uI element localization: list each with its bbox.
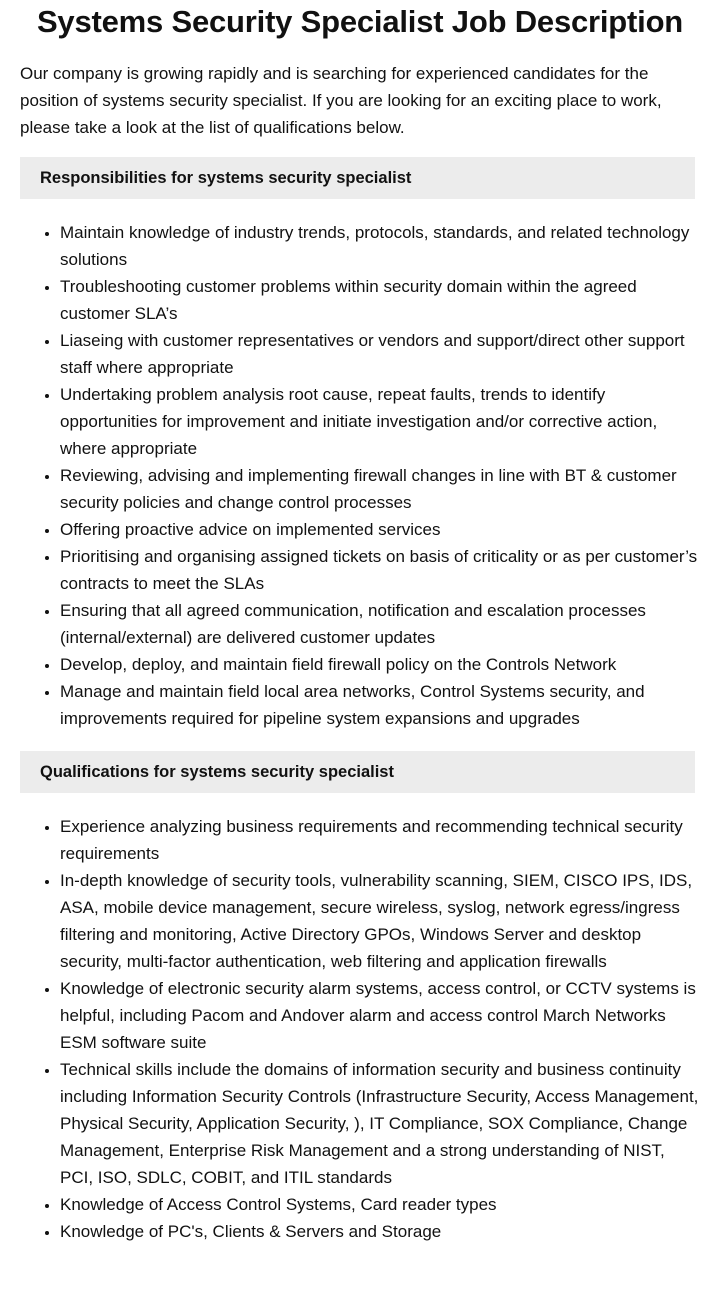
list-item: • Technical skills include the domains of information security and business continuity including Information Security Controls (Infrastructure Security, Access Management, Physical Security, Application Security, ), IT Compliance, SOX Compliance, Change Management, Enterprise Risk Management and a strong understanding of NIST, PCI, ISO, SDLC, COBIT, and ITIL standards bbox=[60, 1056, 700, 1191]
list-item: • Manage and maintain field local area networks, Control Systems security, and improvements required for pipeline system expansions and upgrades bbox=[60, 678, 700, 732]
list-item: • Ensuring that all agreed communication, notification and escalation processes (internal/external) are delivered customer updates bbox=[60, 597, 700, 651]
list-item: • Troubleshooting customer problems within security domain within the agreed customer SLA’s bbox=[60, 273, 700, 327]
list-item: • Prioritising and organising assigned tickets on basis of criticality or as per customer’s contracts to meet the SLAs bbox=[60, 543, 700, 597]
list-item: • Undertaking problem analysis root cause, repeat faults, trends to identify opportunities for improvement and initiate investigation and/or corrective action, where appropriate bbox=[60, 381, 700, 462]
list-item: • Knowledge of PC's, Clients & Servers and Storage bbox=[60, 1218, 700, 1245]
list-item: • Knowledge of Access Control Systems, Card reader types bbox=[60, 1191, 700, 1218]
page-title: Systems Security Specialist Job Description bbox=[36, 4, 684, 39]
qualifications-heading: Qualifications for systems security specialist bbox=[20, 751, 695, 793]
list-item: • Liaseing with customer representatives or vendors and support/direct other support staff where appropriate bbox=[60, 327, 700, 381]
list-item: • In-depth knowledge of security tools, vulnerability scanning, SIEM, CISCO IPS, IDS, ASA, mobile device management, secure wireless, syslog, network egress/ingress filtering and monitoring, Active Directory GPOs, Windows Server and desktop security, multi-factor authentication, web filtering and application firewalls bbox=[60, 867, 700, 975]
list-item: • Knowledge of electronic security alarm systems, access control, or CCTV systems is helpful, including Pacom and Andover alarm and access control March Networks ESM software suite bbox=[60, 975, 700, 1056]
responsibilities-heading: Responsibilities for systems security specialist bbox=[20, 157, 695, 199]
list-item: • Develop, deploy, and maintain field firewall policy on the Controls Network bbox=[60, 651, 700, 678]
list-item: • Reviewing, advising and implementing firewall changes in line with BT & customer security policies and change control processes bbox=[60, 462, 700, 516]
responsibilities-list bbox=[0, 219, 700, 732]
intro-paragraph: Our company is growing rapidly and is searching for experienced candidates for the position of systems security specialist. If you are looking for an exciting place to work, please take a look at the list of qualifications below. bbox=[20, 64, 662, 137]
list-item: • Maintain knowledge of industry trends, protocols, standards, and related technology solutions bbox=[60, 219, 700, 273]
list-item: • Experience analyzing business requirements and recommending technical security requirements bbox=[60, 813, 700, 867]
list-item: • Offering proactive advice on implemented services bbox=[60, 516, 700, 543]
qualifications-list bbox=[0, 813, 700, 1245]
